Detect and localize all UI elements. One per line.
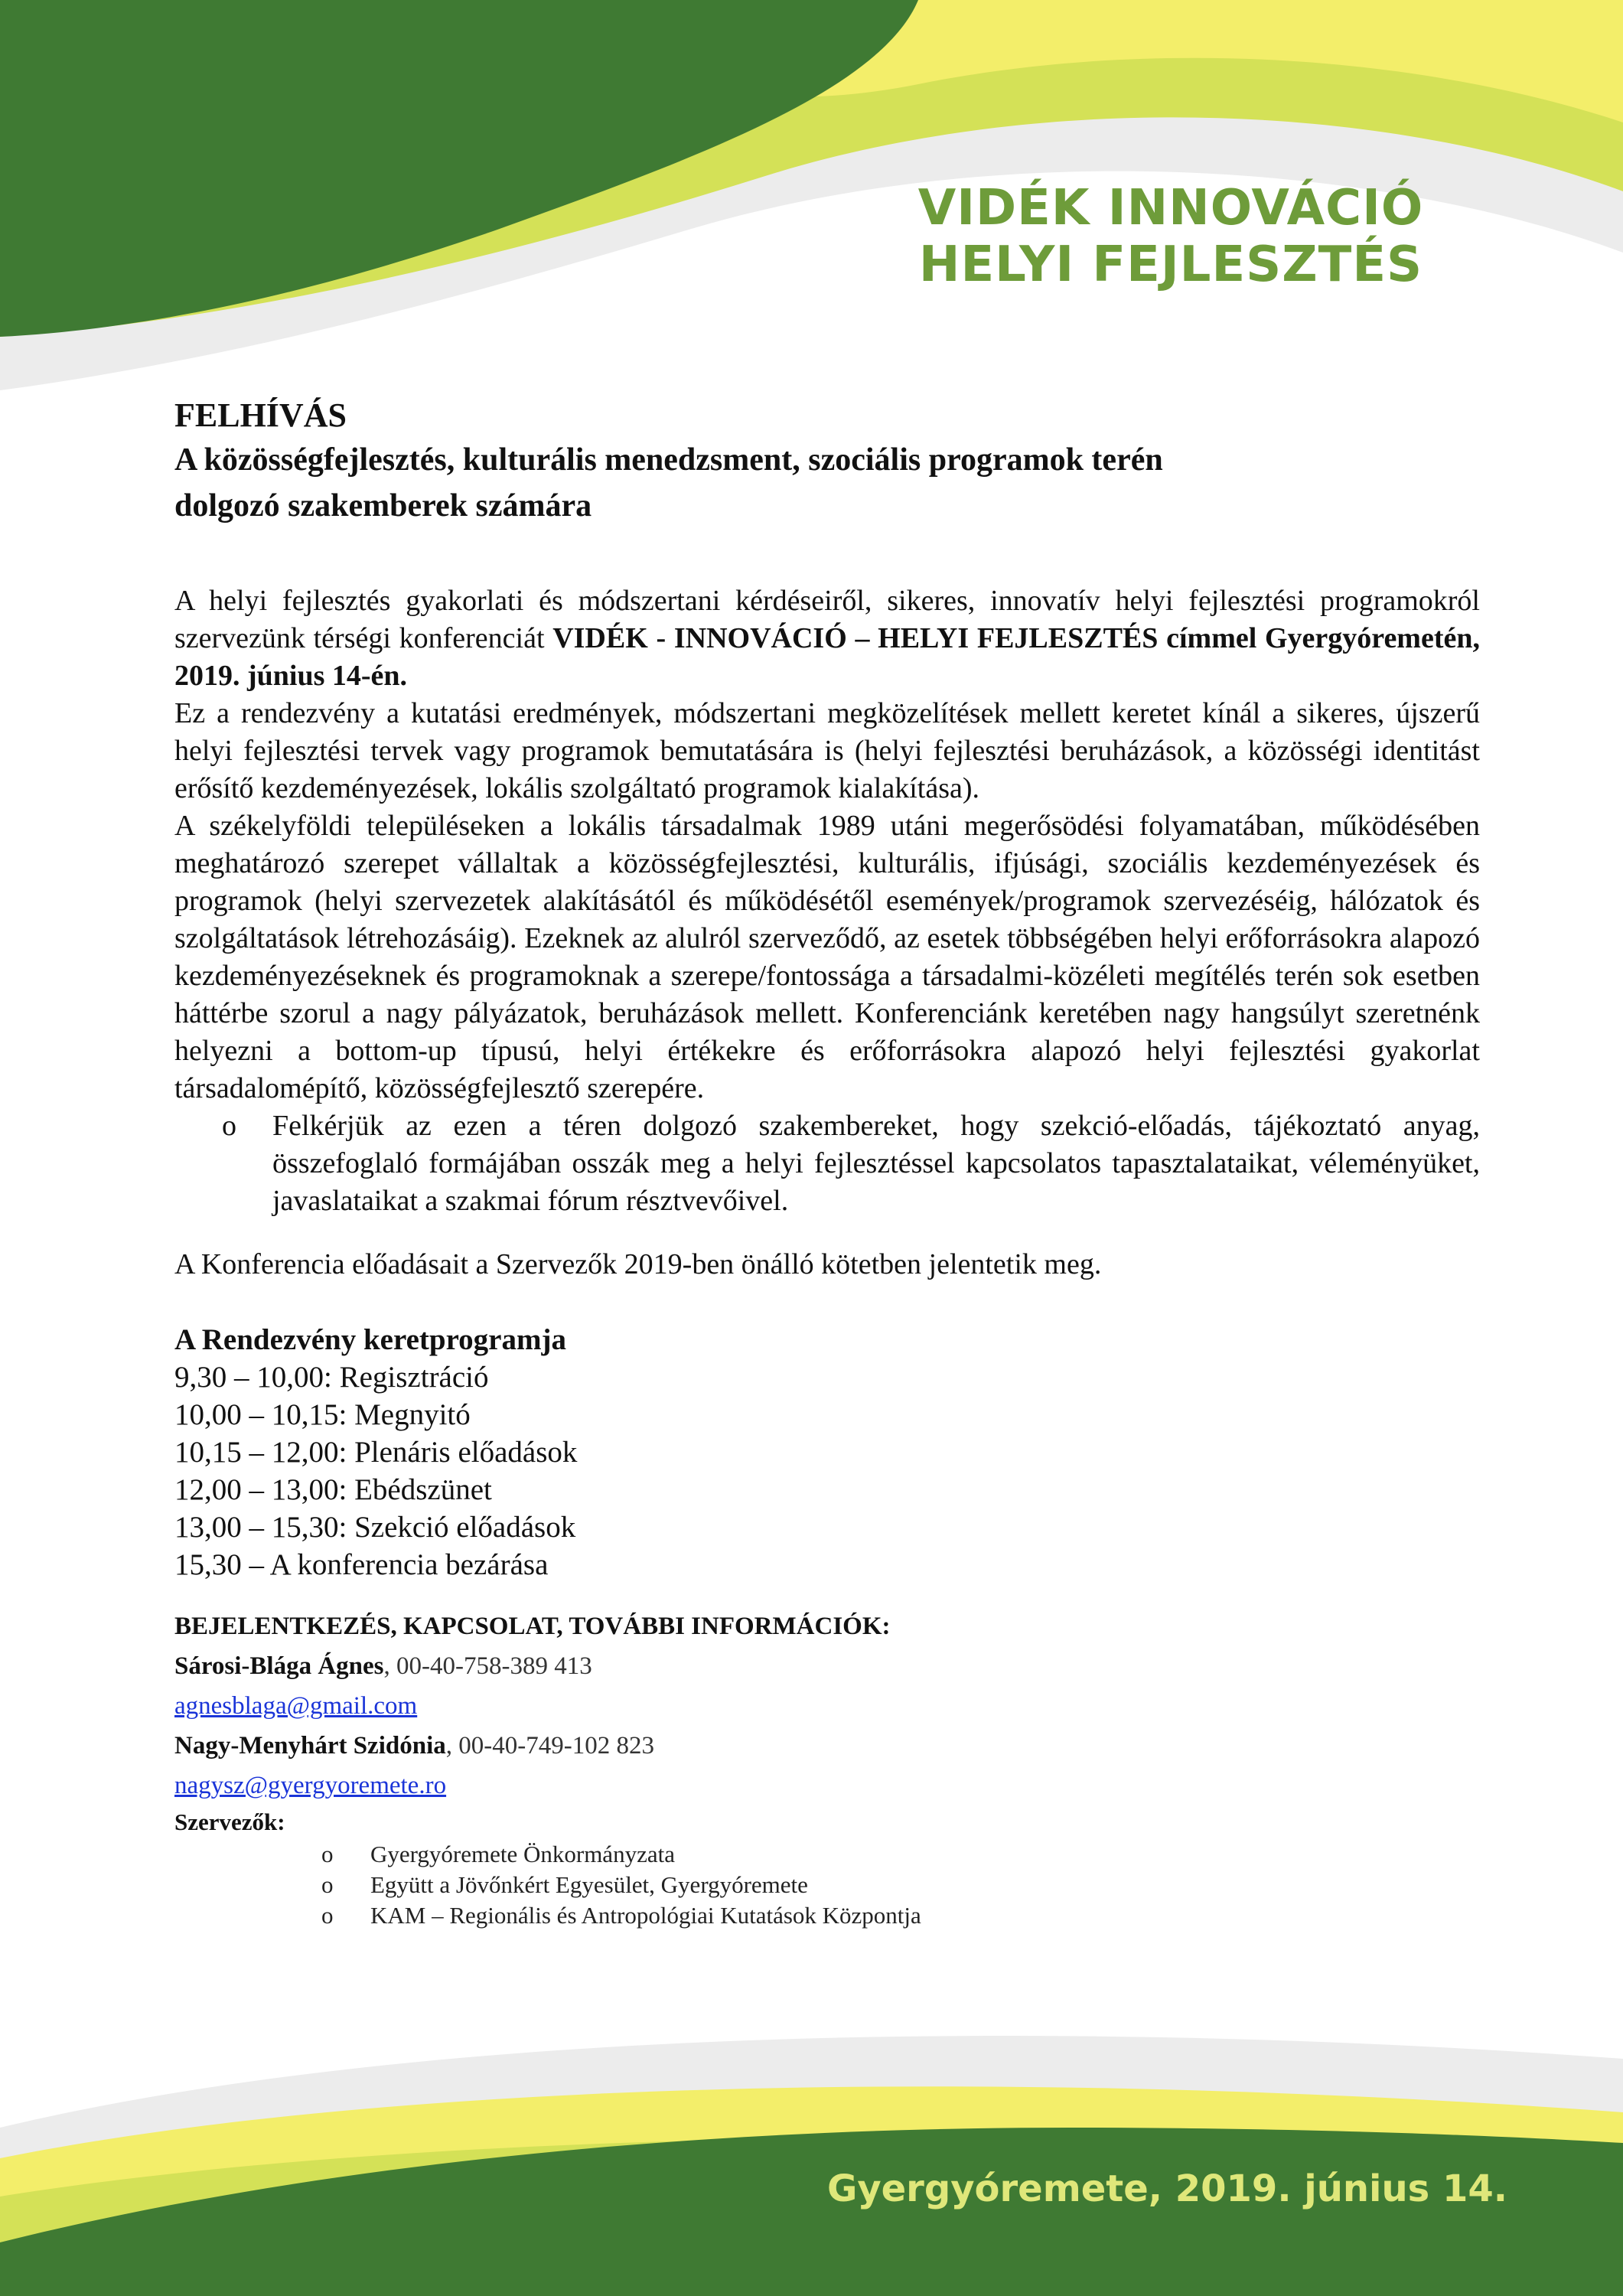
footer-date-location: Gyergyóremete, 2019. június 14. — [826, 2167, 1507, 2210]
document-title: FELHÍVÁS — [174, 396, 347, 434]
contact-name-1: Sárosi-Blága Ágnes — [174, 1652, 384, 1680]
logo-line1: VIDÉK INNOVÁCIÓ — [917, 180, 1424, 236]
intro-bold-text: VIDÉK - INNOVÁCIÓ – HELYI FEJLESZTÉS címmel Gyergyóremetén, 2019. június 14-én. — [174, 622, 1480, 692]
contact-heading — [174, 1606, 1480, 1646]
organizer-name: Együtt a Jövőnkért Egyesület, Gyergyóremete — [370, 1871, 808, 1898]
contact-phone-2: , 00-40-749-102 823 — [445, 1732, 654, 1760]
organizer-bullet-mark: o — [321, 1841, 334, 1867]
organizer-name: Gyergyóremete Önkormányzata — [370, 1841, 675, 1867]
organizer-item — [174, 1839, 1480, 1870]
contact-person-1 — [174, 1646, 1480, 1686]
contact-email-2-row — [174, 1766, 1480, 1805]
intro-text: A helyi fejlesztés gyakorlati és módszertani kérdéseiről, sikeres, innovatív helyi fejlesztési programokról szervezünk térségi konferenciát — [174, 585, 1480, 654]
logo-line2: HELYI FEJLESZTÉS — [918, 236, 1423, 293]
footer-wave-decoration — [0, 2020, 1623, 2296]
contact-person-2 — [174, 1726, 1480, 1766]
document-subtitle-line1: A közösségfejlesztés, kulturális menedzsment, szociális programok terén — [174, 442, 1163, 478]
contact-email-1-link[interactable]: agnesblaga@gmail.com — [174, 1692, 418, 1720]
program-item: 13,00 – 15,30: Szekció előadások — [174, 1511, 576, 1544]
program-item: 10,15 – 12,00: Plenáris előadások — [174, 1436, 578, 1469]
event-logo — [842, 180, 1500, 293]
event-paragraph: Ez a rendezvény a kutatási eredmények, módszertani megközelítések mellett keretet kínál a sikeres, újszerű helyi fejlesztési tervek vagy programok bemutatására is (helyi fejlesztési beruházások, a közösségi identitást erősítő kezdeményezések, lokális szolgáltató programok kialakítása). — [174, 697, 1480, 804]
contact-email-1-row — [174, 1686, 1480, 1726]
intro-paragraph — [174, 582, 1480, 695]
organizer-bullet-mark: o — [321, 1871, 334, 1898]
program-item: 9,30 – 10,00: Regisztráció — [174, 1361, 489, 1394]
program-item: 15,30 – A konferencia bezárása — [174, 1548, 549, 1581]
contact-email-2-link[interactable]: nagysz@gyergyoremete.ro — [174, 1772, 447, 1799]
organizer-item — [174, 1900, 1480, 1931]
program-title: A Rendezvény keretprogramja — [174, 1323, 566, 1356]
bullet-mark: o — [222, 1110, 236, 1142]
document-subtitle-line2: dolgozó szakemberek számára — [174, 488, 592, 523]
bullet-text: Felkérjük az ezen a téren dolgozó szakembereket, hogy szekció-előadás, tájékoztató anyag, összefoglaló formájában osszák meg a helyi fejlesztéssel kapcsolatos tapasztalataikat, véleményüket, javaslataikat a szakmai fórum résztvevőivel. — [272, 1110, 1480, 1217]
program-item: 10,00 – 10,15: Megnyitó — [174, 1398, 471, 1431]
contact-name-2: Nagy-Menyhárt Szidónia — [174, 1732, 446, 1760]
organizers-title: Szervezők: — [174, 1808, 285, 1835]
call-bullet — [174, 1107, 1480, 1220]
organizer-item — [174, 1870, 1480, 1900]
document-body — [174, 394, 1480, 1931]
organizer-name: KAM – Regionális és Antropológiai Kutatások Központja — [370, 1902, 921, 1929]
organizer-bullet-mark: o — [321, 1902, 334, 1929]
context-paragraph: A székelyföldi településeken a lokális társadalmak 1989 utáni megerősödési folyamatában, működésében meghatározó szerepet vállaltak a közösségfejlesztési, kulturális, ifjúsági, szociális kezdeményezések és programok (helyi szervezetek alakításától és működésétől események/programok szervezéséig, hálózatok és szolgáltatások létrehozásáig). Ezeknek az alulról szerveződő, az esetek többségében helyi erőforrásokra alapozó kezdeményezéseknek és programoknak a szerepe/fontossága a társadalmi-közéleti megítélés terén sok esetben háttérbe szorul a nagy pályázatok, beruházások mellett. Konferenciánk keretében nagy hangsúlyt szeretnénk helyezni a bottom-up típusú, helyi értékekre és erőforrásokra alapozó helyi fejlesztési gyakorlat társadalomépítő, közösségfejlesztő szerepére. — [174, 810, 1480, 1104]
publication-paragraph: A Konferencia előadásait a Szervezők 2019-ben önálló kötetben jelentetik meg. — [174, 1248, 1102, 1280]
program-item: 12,00 – 13,00: Ebédszünet — [174, 1473, 492, 1506]
contact-heading-text: BEJELENTKEZÉS, KAPCSOLAT, TOVÁBBI INFORMÁCIÓK: — [174, 1613, 891, 1640]
contact-phone-1: , 00-40-758-389 413 — [383, 1652, 592, 1680]
